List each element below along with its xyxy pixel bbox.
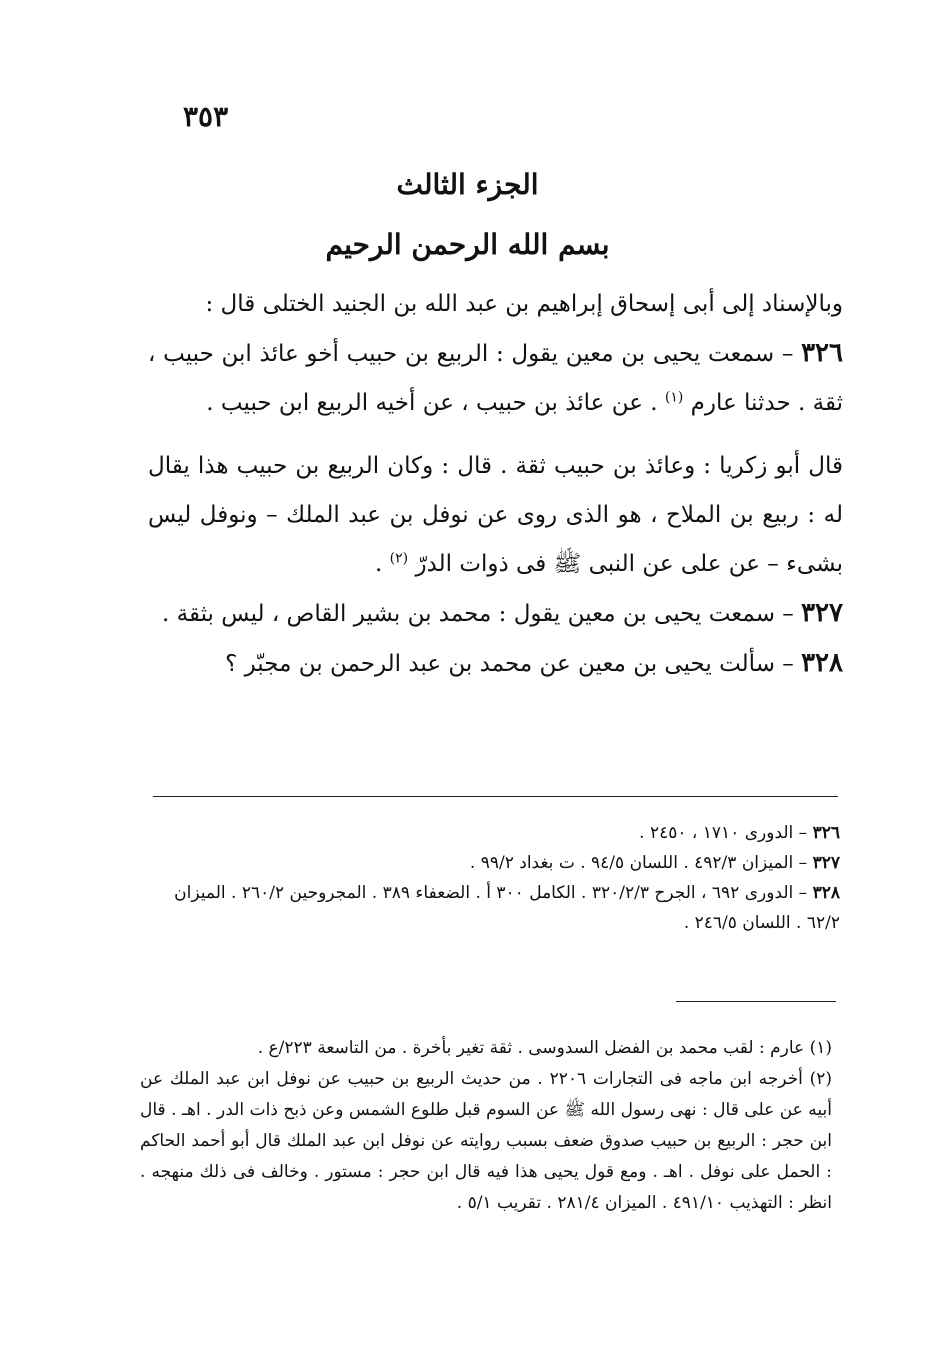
source-328: [140, 878, 840, 938]
source-text: – الدورى ١٧١٠ ، ٢٤٥٠ .: [639, 823, 813, 843]
entry-number: ٣٢٦: [801, 338, 843, 368]
entry-text: – سألت يحيى بن معين عن محمد بن عبد الرحمن بن مجبّر ؟: [225, 651, 802, 677]
entry-text: – سمعت يحيى بن معين يقول : محمد بن بشير القاص ، ليس بثقة .: [162, 601, 802, 627]
source-text: – الدورى ٦٩٢ ، الجرح ٣٢٠/٢/٣ . الكامل ٣٠٠ أ . الضعفاء ٣٨٩ . المجروحين ٢٦٠/٢ . الميزان ٦٢/٢ . اللسان ٢٤٦/٥ .: [174, 883, 840, 933]
source-number: ٣٢٧: [812, 853, 840, 873]
source-number: ٣٢٦: [812, 823, 840, 843]
entry-number: ٣٢٨: [801, 648, 843, 678]
main-text: [148, 280, 843, 689]
entry-text: . عن عائذ بن حبيب ، عن أخيه الربيع ابن حبيب .: [206, 390, 665, 416]
footnote-1: (١) عارم : لقب محمد بن الفضل السدوسى . ثقة تغير بأخرة . من التاسعة ٢٢٣/ع .: [257, 1038, 832, 1058]
page-number: ٣٥٣: [183, 100, 229, 133]
entry-number: ٣٢٧: [801, 598, 843, 628]
source-text: – الميزان ٤٩٢/٣ . اللسان ٩٤/٥ . ت بغداد ٩٩/٢ .: [469, 853, 813, 873]
abu-zakariya-paragraph: [148, 442, 843, 589]
entry-328: [148, 639, 843, 689]
part-title: الجزء الثالث: [396, 168, 539, 201]
source-327: [140, 848, 840, 878]
footnote-2: (٢) أخرجه ابن ماجه فى التجارات ٢٢٠٦ . من حديث الربيع بن حبيب عن نوفل ابن عبد الملك عن أبيه عن على قال : نهى رسول الله ﷺ عن السوم قبل طلوع الشمس وعن ذبح ذات الدر . اهـ . قال ابن حجر : الربيع بن حبيب صدوق ضعف بسبب روايته عن نوفل ابن عبد الملك قال أبو أحمد الحاكم : الحمل على نوفل . اهـ . ومع قول يحيى هذا فيه قال ابن حجر : مستور . وخالف فى ذلك منهجه . انظر : التهذيب ٤٩١/١٠ . الميزان ٢٨١/٤ . تقريب ٥/١ .: [140, 1069, 832, 1213]
isnad-line: وبالإسناد إلى أبى إسحاق إبراهيم بن عبد الله بن الجنيد الختلى قال :: [205, 291, 843, 317]
source-326: [140, 818, 840, 848]
footnote-divider: [676, 1001, 836, 1002]
entry-text: – سمعت يحيى بن معين يقول : الربيع بن حبيب أخو عائذ ابن حبيب ، ثقة . حدثنا عارم: [148, 341, 843, 416]
footnote-ref-2[interactable]: (٢): [389, 550, 409, 567]
paragraph-text: قال أبو زكريا : وعائذ بن حبيب ثقة . قال : وكان الربيع بن حبيب هذا يقال له : ربيع بن الملاح ، هو الذى روى عن نوفل بن عبد الملك – ونوفل ليس بشىء – عن على عن النبى ﷺ فى ذوات الدرّ: [148, 453, 843, 577]
basmala-heading: بسم الله الرحمن الرحيم: [325, 228, 610, 261]
footnote-ref-1[interactable]: (١): [664, 389, 684, 406]
sources-block: [140, 818, 840, 938]
paragraph-text: .: [375, 551, 390, 577]
source-number: ٣٢٨: [812, 883, 840, 903]
entry-327: [148, 589, 843, 639]
main-divider: [153, 796, 838, 797]
entry-326: [148, 329, 843, 428]
footnotes-block: [140, 1033, 840, 1219]
